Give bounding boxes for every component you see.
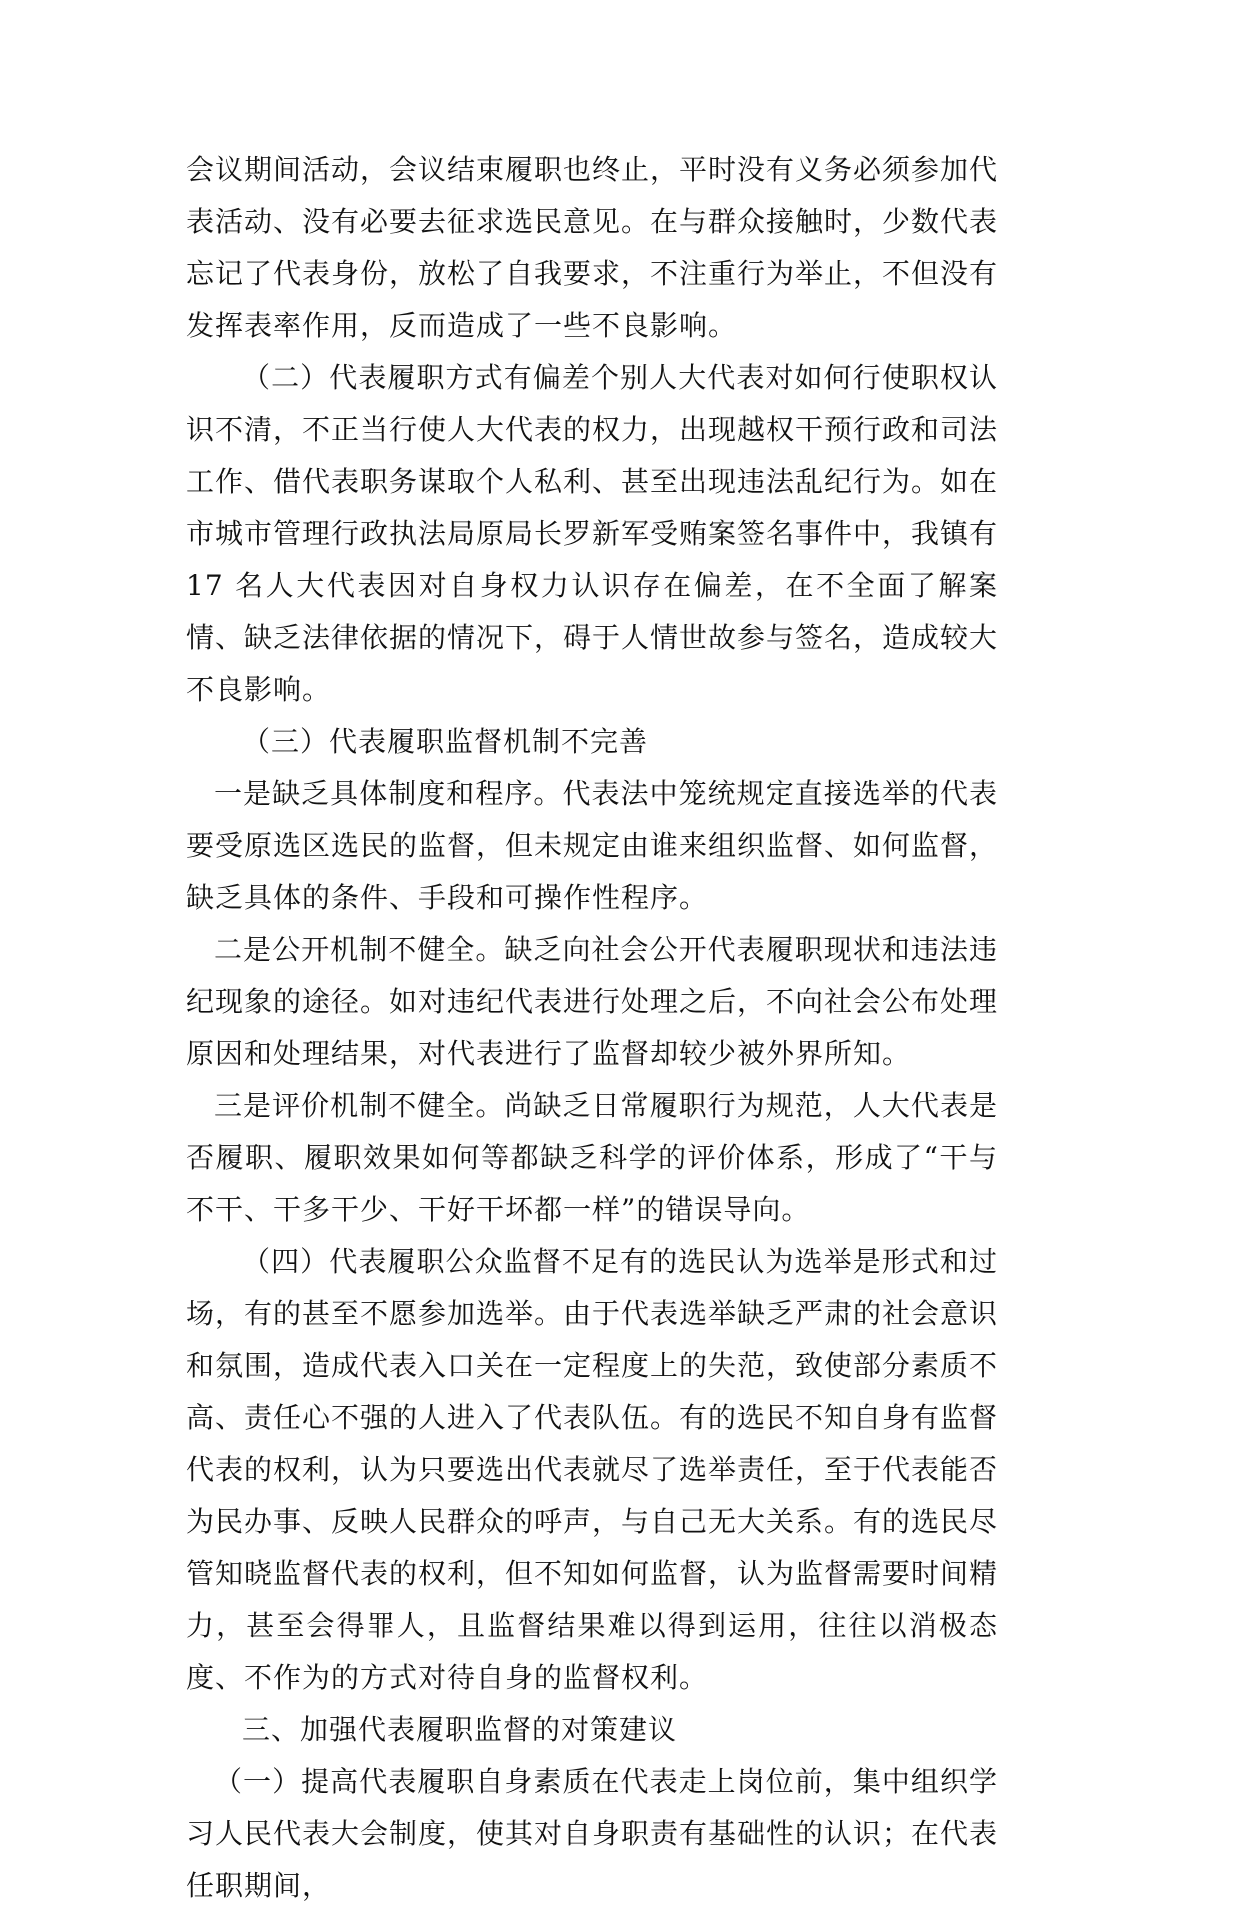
paragraph-point-2: 二是公开机制不健全。缺乏向社会公开代表履职现状和违法违纪现象的途径。如对违纪代表进行处理之后，不向社会公布处理原因和处理结果，对代表进行了监督却较少被外界所知。 — [186, 933, 999, 1070]
heading-part-3: 三、加强代表履职监督的对策建议 — [242, 1713, 678, 1746]
paragraph-suggestion-1: （一）提高代表履职自身素质在代表走上岗位前，集中组织学习人民代表大会制度，使其对自身职责有基础性的认识；在代表任职期间， — [186, 1765, 999, 1902]
paragraph-point-3: 三是评价机制不健全。尚缺乏日常履职行为规范，人大代表是否履职、履职效果如何等都缺乏科学的评价体系，形成了“干与不干、干多干少、干好干坏都一样”的错误导向。 — [186, 1089, 998, 1226]
document-body — [186, 144, 998, 1912]
paragraph-section-2: （二）代表履职方式有偏差个别人大代表对如何行使职权认识不清，不正当行使人大代表的权力，出现越权干预行政和司法工作、借代表职务谋取个人私利、甚至出现违法乱纪行为。如在市城市管理行政执法局原局长罗新军受贿案签名事件中，我镇有 17 名人大代表因对自身权力认识存在偏差，在不全面了解案情、缺乏法律依据的情况下，碍于人情世故参与签名，造成较大不良影响。 — [186, 361, 999, 706]
paragraph-point-1: 一是缺乏具体制度和程序。代表法中笼统规定直接选举的代表要受原选区选民的监督，但未规定由谁来组织监督、如何监督，缺乏具体的条件、手段和可操作性程序。 — [186, 777, 999, 914]
paragraph-section-3-heading: （三）代表履职监督机制不完善 — [242, 725, 649, 758]
paragraph-continuation: 会议期间活动，会议结束履职也终止，平时没有义务必须参加代表活动、没有必要去征求选民意见。在与群众接触时，少数代表忘记了代表身份，放松了自我要求，不注重行为举止，不但没有发挥表率作用，反而造成了一些不良影响。 — [186, 153, 999, 342]
paragraph-section-4: （四）代表履职公众监督不足有的选民认为选举是形式和过场，有的甚至不愿参加选举。由于代表选举缺乏严肃的社会意识和氛围，造成代表入口关在一定程度上的失范，致使部分素质不高、责任心不强的人进入了代表队伍。有的选民不知自身有监督代表的权利，认为只要选出代表就尽了选举责任，至于代表能否为民办事、反映人民群众的呼声，与自己无大关系。有的选民尽管知晓监督代表的权利，但不知如何监督，认为监督需要时间精力，甚至会得罪人，且监督结果难以得到运用，往往以消极态度、不作为的方式对待自身的监督权利。 — [186, 1245, 999, 1694]
